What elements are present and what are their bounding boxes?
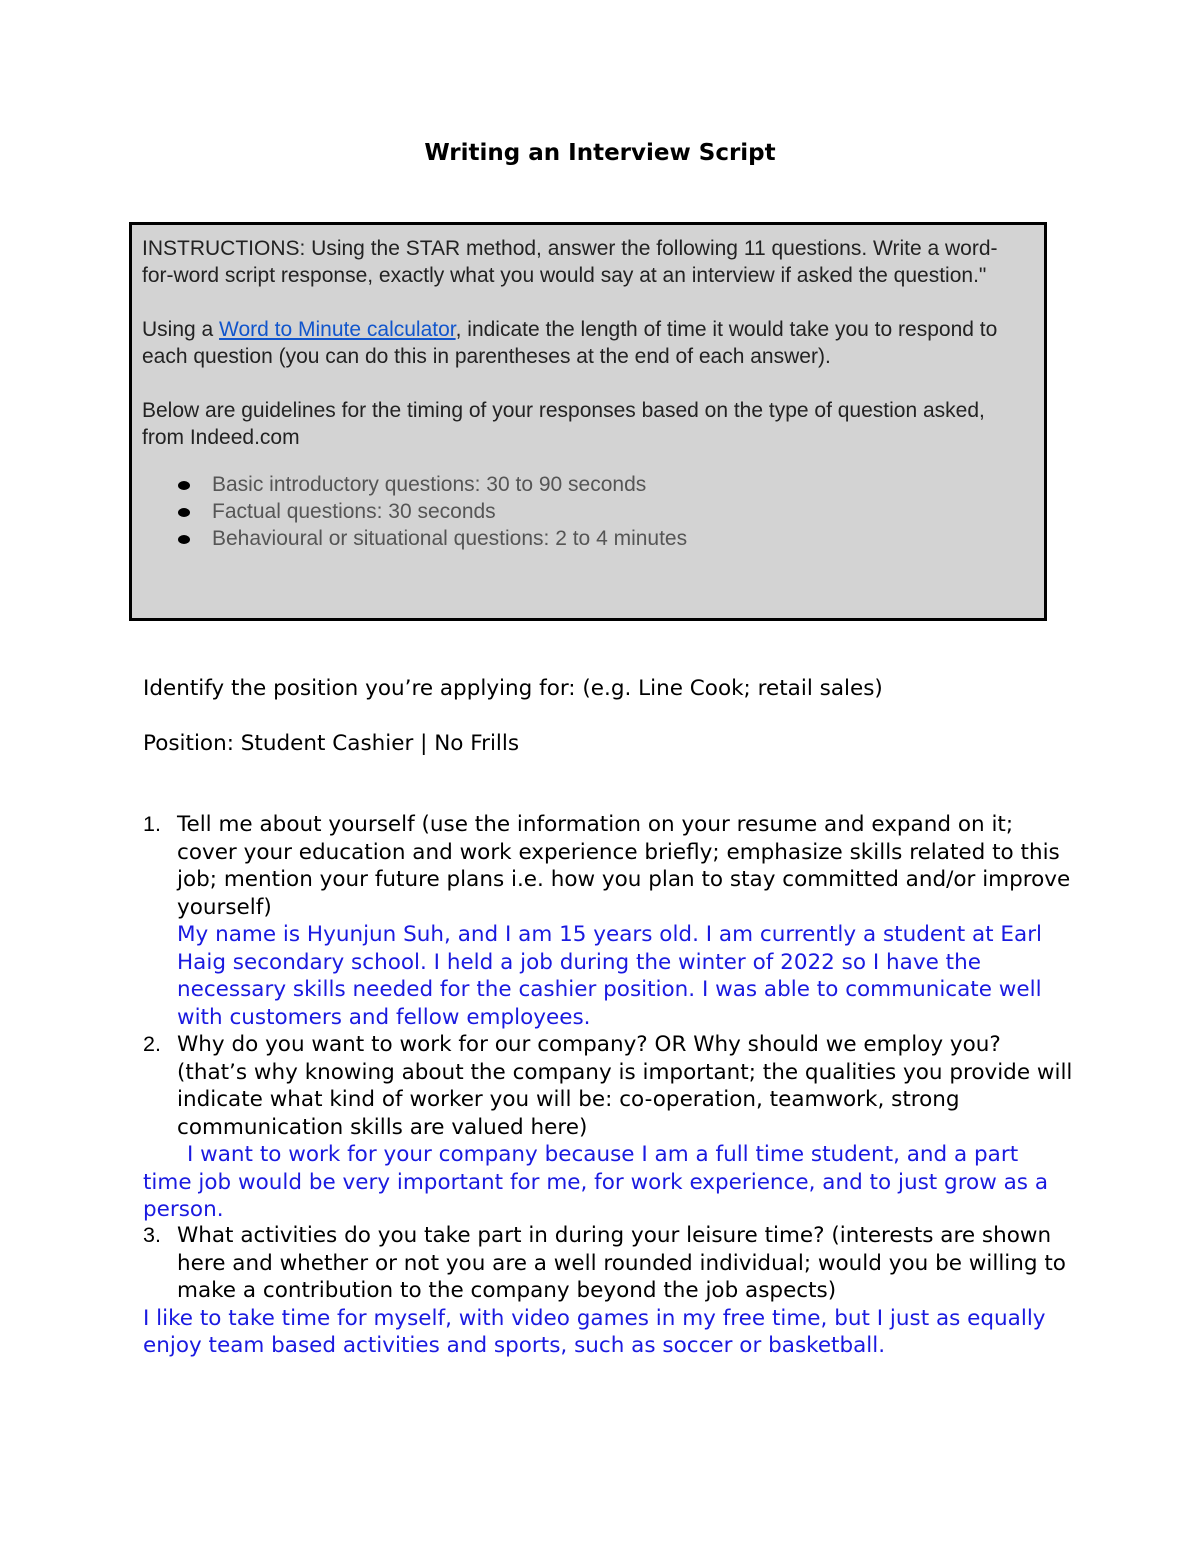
instructions-paragraph: INSTRUCTIONS: Using the STAR method, answer the following 11 questions. Write a word-for-word script response, exactly what you would say at an interview if asked the question." bbox=[142, 237, 998, 287]
question-number: 2. bbox=[143, 1032, 161, 1056]
question-text: Tell me about yourself (use the information on your resume and expand on it; cover your education and work experience briefly; emphasize skills related to this job; mention your future plans i.e. how you plan to stay committed and/or improve yourself) bbox=[177, 812, 1071, 920]
question-block-1 bbox=[143, 811, 1073, 1031]
answer-text: I want to work for your company because I am a full time student, and a part time job would be very important for me, for work experience, and to just grow as a person. bbox=[143, 1142, 1049, 1222]
question-number: 1. bbox=[143, 812, 161, 836]
guideline-text: Basic introductory questions: 30 to 90 seconds bbox=[212, 473, 647, 496]
list-item bbox=[142, 525, 1024, 552]
guidelines-list bbox=[142, 471, 1024, 552]
list-item bbox=[142, 498, 1024, 525]
question-block-3 bbox=[143, 1222, 1073, 1360]
guideline-text: Factual questions: 30 seconds bbox=[212, 500, 496, 523]
guideline-text: Behavioural or situational questions: 2 to 4 minutes bbox=[212, 527, 688, 550]
question-number: 3. bbox=[143, 1223, 161, 1247]
question-text: What activities do you take part in during your leisure time? (interests are shown here and whether or not you are a well rounded individual; would you be willing to make a contribution to the company beyond the job aspects) bbox=[177, 1223, 1066, 1303]
bullet-icon bbox=[178, 535, 190, 544]
instructions-box bbox=[129, 222, 1047, 621]
answer-text: My name is Hyunjun Suh, and I am 15 years old. I am currently a student at Earl Haig secondary school. I held a job during the winter of 2022 so I have the necessary skills needed for the cashier position. I was able to communicate well with customers and fellow employees. bbox=[177, 922, 1043, 1030]
answer-text: I like to take time for myself, with video games in my free time, but I just as equally enjoy team based activities and sports, such as soccer or basketball. bbox=[143, 1305, 1046, 1358]
question-block-2 bbox=[143, 1031, 1073, 1224]
calculator-prefix: Using a bbox=[142, 318, 220, 341]
word-to-minute-link[interactable]: Word to Minute calculator bbox=[219, 318, 456, 341]
page-title: Writing an Interview Script bbox=[424, 140, 776, 166]
calculator-paragraph bbox=[142, 316, 1024, 370]
bullet-icon bbox=[178, 508, 190, 517]
calculator-suffix: , indicate the length of time it would take you to respond to each question (you can do this in parentheses at the end of each answer). bbox=[142, 318, 998, 368]
position-line: Position: Student Cashier | No Frills bbox=[143, 731, 520, 756]
question-text: Why do you want to work for our company? OR Why should we employ you? (that’s why knowing about the company is important; the qualities you provide will indicate what kind of worker you will be: co-operation, teamwork, strong communication skills are valued here) bbox=[177, 1032, 1073, 1140]
identify-prompt: Identify the position you’re applying for: (e.g. Line Cook; retail sales) bbox=[143, 676, 883, 701]
guidelines-intro: Below are guidelines for the timing of your responses based on the type of question asked, from Indeed.com bbox=[142, 399, 985, 449]
bullet-icon bbox=[178, 481, 190, 490]
list-item bbox=[142, 471, 1024, 498]
